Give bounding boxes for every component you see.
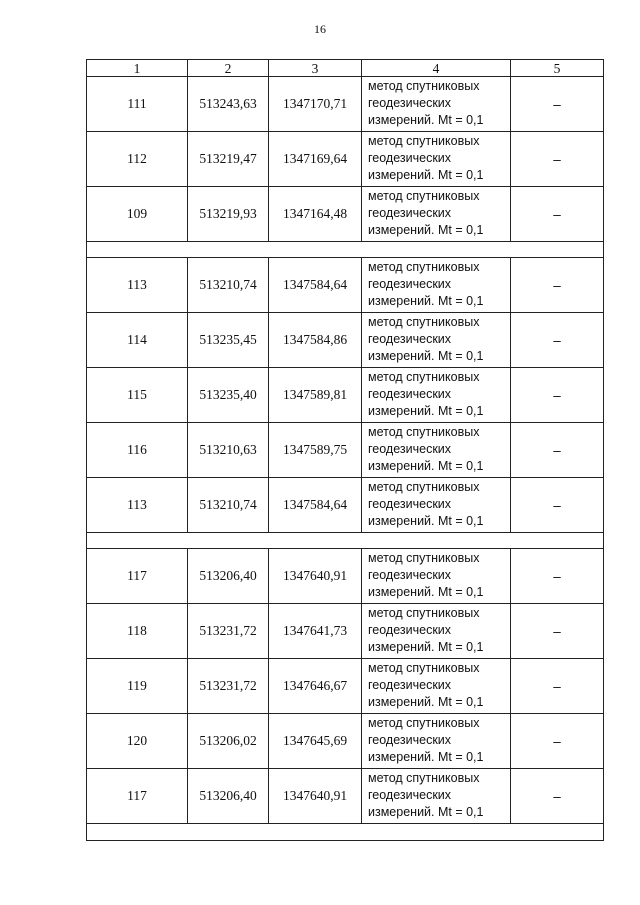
dash-cell: – bbox=[511, 258, 604, 313]
method-line: измерений. Mt = 0,1 bbox=[368, 514, 484, 528]
method-line: метод спутниковых bbox=[368, 134, 480, 148]
method-line: измерений. Mt = 0,1 bbox=[368, 750, 484, 764]
table-row bbox=[87, 423, 604, 478]
coordinates-table bbox=[86, 59, 604, 841]
x-coordinate-cell: 513210,63 bbox=[188, 423, 269, 478]
x-coordinate-cell: 513206,02 bbox=[188, 714, 269, 769]
method-line: геодезических bbox=[368, 733, 452, 747]
method-line: измерений. Mt = 0,1 bbox=[368, 640, 484, 654]
table-row bbox=[87, 258, 604, 313]
header-col-2: 2 bbox=[188, 60, 269, 77]
y-coordinate-cell: 1347645,69 bbox=[269, 714, 362, 769]
point-number-cell: 117 bbox=[87, 549, 188, 604]
header-col-1: 1 bbox=[87, 60, 188, 77]
method-line: метод спутниковых bbox=[368, 79, 480, 93]
header-col-5: 5 bbox=[511, 60, 604, 77]
x-coordinate-cell: 513219,47 bbox=[188, 132, 269, 187]
point-number-cell: 109 bbox=[87, 187, 188, 242]
separator-row bbox=[87, 242, 604, 258]
method-cell bbox=[362, 77, 511, 132]
y-coordinate-cell: 1347169,64 bbox=[269, 132, 362, 187]
header-row bbox=[87, 60, 604, 77]
table-row bbox=[87, 604, 604, 659]
table-row bbox=[87, 549, 604, 604]
x-coordinate-cell: 513219,93 bbox=[188, 187, 269, 242]
method-line: геодезических bbox=[368, 206, 452, 220]
point-number-cell: 116 bbox=[87, 423, 188, 478]
separator-cell bbox=[87, 824, 604, 841]
header-col-4: 4 bbox=[362, 60, 511, 77]
point-number-cell: 114 bbox=[87, 313, 188, 368]
point-number-cell: 113 bbox=[87, 258, 188, 313]
x-coordinate-cell: 513231,72 bbox=[188, 604, 269, 659]
dash-cell: – bbox=[511, 769, 604, 824]
dash-cell: – bbox=[511, 77, 604, 132]
method-line: измерений. Mt = 0,1 bbox=[368, 349, 484, 363]
method-line: метод спутниковых bbox=[368, 716, 480, 730]
method-line: измерений. Mt = 0,1 bbox=[368, 168, 484, 182]
method-line: измерений. Mt = 0,1 bbox=[368, 459, 484, 473]
method-line: измерений. Mt = 0,1 bbox=[368, 223, 484, 237]
method-line: метод спутниковых bbox=[368, 771, 480, 785]
method-cell bbox=[362, 132, 511, 187]
page-number: 16 bbox=[314, 22, 326, 36]
method-line: геодезических bbox=[368, 277, 452, 291]
table-row bbox=[87, 313, 604, 368]
method-cell bbox=[362, 714, 511, 769]
y-coordinate-cell: 1347170,71 bbox=[269, 77, 362, 132]
method-line: метод спутниковых bbox=[368, 551, 480, 565]
y-coordinate-cell: 1347640,91 bbox=[269, 549, 362, 604]
point-number-cell: 120 bbox=[87, 714, 188, 769]
point-number-cell: 111 bbox=[87, 77, 188, 132]
method-cell bbox=[362, 549, 511, 604]
x-coordinate-cell: 513231,72 bbox=[188, 659, 269, 714]
y-coordinate-cell: 1347589,81 bbox=[269, 368, 362, 423]
method-line: геодезических bbox=[368, 151, 452, 165]
point-number-cell: 117 bbox=[87, 769, 188, 824]
x-coordinate-cell: 513210,74 bbox=[188, 478, 269, 533]
method-line: метод спутниковых bbox=[368, 260, 480, 274]
method-line: измерений. Mt = 0,1 bbox=[368, 695, 484, 709]
x-coordinate-cell: 513206,40 bbox=[188, 769, 269, 824]
method-line: геодезических bbox=[368, 788, 452, 802]
method-line: метод спутниковых bbox=[368, 606, 480, 620]
method-cell bbox=[362, 604, 511, 659]
dash-cell: – bbox=[511, 604, 604, 659]
method-line: геодезических bbox=[368, 497, 452, 511]
point-number-cell: 115 bbox=[87, 368, 188, 423]
method-line: измерений. Mt = 0,1 bbox=[368, 294, 484, 308]
y-coordinate-cell: 1347584,86 bbox=[269, 313, 362, 368]
method-line: геодезических bbox=[368, 332, 452, 346]
table-row bbox=[87, 77, 604, 132]
table-row bbox=[87, 132, 604, 187]
method-cell bbox=[362, 368, 511, 423]
separator-row bbox=[87, 824, 604, 841]
point-number-cell: 118 bbox=[87, 604, 188, 659]
point-number-cell: 113 bbox=[87, 478, 188, 533]
method-cell bbox=[362, 478, 511, 533]
table-row bbox=[87, 478, 604, 533]
header-col-3: 3 bbox=[269, 60, 362, 77]
y-coordinate-cell: 1347164,48 bbox=[269, 187, 362, 242]
method-line: геодезических bbox=[368, 96, 452, 110]
method-line: метод спутниковых bbox=[368, 370, 480, 384]
x-coordinate-cell: 513210,74 bbox=[188, 258, 269, 313]
y-coordinate-cell: 1347641,73 bbox=[269, 604, 362, 659]
y-coordinate-cell: 1347584,64 bbox=[269, 478, 362, 533]
table-row bbox=[87, 368, 604, 423]
point-number-cell: 119 bbox=[87, 659, 188, 714]
method-line: метод спутниковых bbox=[368, 661, 480, 675]
y-coordinate-cell: 1347646,67 bbox=[269, 659, 362, 714]
table-row bbox=[87, 714, 604, 769]
x-coordinate-cell: 513235,40 bbox=[188, 368, 269, 423]
point-number-cell: 112 bbox=[87, 132, 188, 187]
y-coordinate-cell: 1347584,64 bbox=[269, 258, 362, 313]
dash-cell: – bbox=[511, 313, 604, 368]
dash-cell: – bbox=[511, 549, 604, 604]
dash-cell: – bbox=[511, 659, 604, 714]
method-line: метод спутниковых bbox=[368, 315, 480, 329]
method-line: геодезических bbox=[368, 442, 452, 456]
method-line: геодезических bbox=[368, 678, 452, 692]
method-line: метод спутниковых bbox=[368, 189, 480, 203]
table-row bbox=[87, 769, 604, 824]
table-body bbox=[87, 77, 604, 841]
separator-cell bbox=[87, 533, 604, 549]
method-line: геодезических bbox=[368, 387, 452, 401]
dash-cell: – bbox=[511, 423, 604, 478]
x-coordinate-cell: 513235,45 bbox=[188, 313, 269, 368]
table-row bbox=[87, 187, 604, 242]
method-cell bbox=[362, 313, 511, 368]
method-line: измерений. Mt = 0,1 bbox=[368, 404, 484, 418]
method-line: измерений. Mt = 0,1 bbox=[368, 805, 484, 819]
method-line: измерений. Mt = 0,1 bbox=[368, 585, 484, 599]
method-cell bbox=[362, 187, 511, 242]
method-cell bbox=[362, 659, 511, 714]
separator-cell bbox=[87, 242, 604, 258]
method-cell bbox=[362, 423, 511, 478]
method-cell bbox=[362, 258, 511, 313]
method-cell bbox=[362, 769, 511, 824]
x-coordinate-cell: 513243,63 bbox=[188, 77, 269, 132]
dash-cell: – bbox=[511, 187, 604, 242]
y-coordinate-cell: 1347640,91 bbox=[269, 769, 362, 824]
method-line: метод спутниковых bbox=[368, 480, 480, 494]
x-coordinate-cell: 513206,40 bbox=[188, 549, 269, 604]
method-line: измерений. Mt = 0,1 bbox=[368, 113, 484, 127]
dash-cell: – bbox=[511, 714, 604, 769]
method-line: метод спутниковых bbox=[368, 425, 480, 439]
y-coordinate-cell: 1347589,75 bbox=[269, 423, 362, 478]
dash-cell: – bbox=[511, 478, 604, 533]
table-row bbox=[87, 659, 604, 714]
dash-cell: – bbox=[511, 368, 604, 423]
method-line: геодезических bbox=[368, 623, 452, 637]
dash-cell: – bbox=[511, 132, 604, 187]
method-line: геодезических bbox=[368, 568, 452, 582]
separator-row bbox=[87, 533, 604, 549]
